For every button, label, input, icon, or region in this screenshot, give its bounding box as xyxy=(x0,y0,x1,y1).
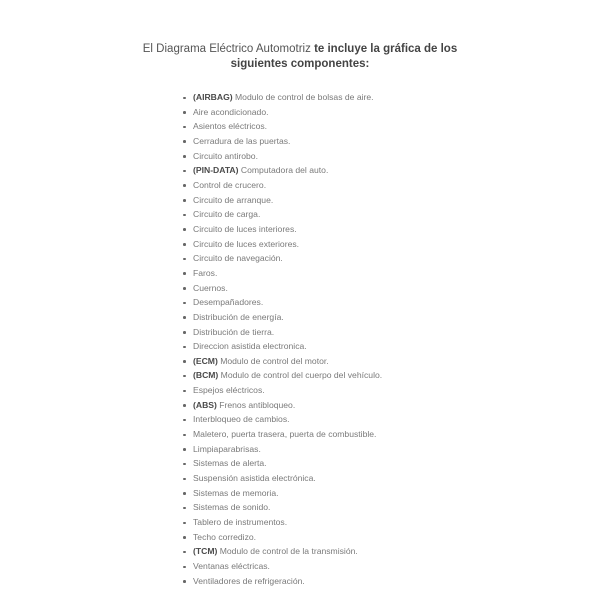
list-item xyxy=(183,325,382,340)
item-text: Cuernos. xyxy=(193,282,228,293)
list-item xyxy=(183,295,382,310)
item-code: (AIRBAG) xyxy=(193,92,233,102)
heading-bold: te incluye la gráfica de los siguientes componentes: xyxy=(230,43,458,70)
list-item xyxy=(183,368,382,383)
list-item xyxy=(183,574,382,589)
item-text: Modulo de control del cuerpo del vehículo. xyxy=(218,370,383,381)
list-item xyxy=(183,354,382,369)
list-item xyxy=(183,281,382,296)
list-item xyxy=(183,149,382,164)
list-item xyxy=(183,515,382,530)
item-text: Limpiaparabrisas. xyxy=(193,443,261,454)
item-text: Tablero de instrumentos. xyxy=(193,517,288,528)
list-item xyxy=(183,427,382,442)
component-list xyxy=(183,90,382,588)
item-text: Circuito antirobo. xyxy=(193,150,258,161)
item-text: Sistemas de memoria. xyxy=(193,487,279,498)
item-text: Ventanas eléctricas. xyxy=(193,561,270,571)
item-text: Circuito de arranque. xyxy=(193,194,274,205)
list-item xyxy=(183,222,382,237)
list-item xyxy=(183,266,382,281)
item-text: Asientos eléctricos. xyxy=(193,121,268,132)
item-text: Circuito de carga. xyxy=(193,209,261,220)
list-item xyxy=(183,119,382,134)
item-text: Circuito de luces exteriores. xyxy=(193,238,300,249)
item-text: Maletero, puerta trasera, puerta de combustible. xyxy=(193,429,377,440)
list-item xyxy=(183,442,382,457)
list-item xyxy=(183,471,382,486)
item-text: Sistemas de alerta. xyxy=(193,458,267,469)
item-text: Faros. xyxy=(193,267,218,278)
item-text: Control de crucero. xyxy=(193,179,267,190)
list-item xyxy=(183,251,382,266)
item-code: (TCM) xyxy=(193,546,218,557)
list-item xyxy=(183,90,382,105)
list-item xyxy=(183,237,382,252)
item-text: Suspensión asistida electrónica. xyxy=(193,473,316,484)
item-text: Frenos antibloqueo. xyxy=(216,399,296,410)
item-text: Aire acondicionado. xyxy=(193,106,269,117)
item-text: Circuito de navegación. xyxy=(193,253,283,264)
item-code: (ECM) xyxy=(193,355,218,366)
list-item xyxy=(183,207,382,222)
item-text: Direccion asistida electronica. xyxy=(193,341,307,352)
list-item xyxy=(183,105,382,120)
item-text: Desempañadores. xyxy=(193,297,264,308)
list-item xyxy=(183,383,382,398)
list-item xyxy=(183,310,382,325)
list-item xyxy=(183,398,382,413)
item-text: Computadora del auto. xyxy=(238,165,329,176)
list-item xyxy=(183,412,382,427)
heading xyxy=(120,42,480,72)
list-item xyxy=(183,193,382,208)
list-item xyxy=(183,163,382,178)
item-code: (PIN-DATA) xyxy=(193,165,239,176)
item-text: Circuito de luces interiores. xyxy=(193,223,297,234)
item-text: Espejos eléctricos. xyxy=(193,385,265,396)
list-item xyxy=(183,544,382,559)
list-item xyxy=(183,178,382,193)
heading-normal: El Diagrama Eléctrico Automotriz xyxy=(142,43,315,55)
list-item xyxy=(183,456,382,471)
item-text: Distribución de energía. xyxy=(193,311,284,322)
item-code: (BCM) xyxy=(193,370,219,381)
item-text: Modulo de control del motor. xyxy=(217,355,329,366)
item-code: (ABS) xyxy=(193,399,217,410)
list-item xyxy=(183,559,382,574)
list-item xyxy=(183,530,382,545)
list-item xyxy=(183,486,382,501)
item-text: Techo corredizo. xyxy=(193,531,257,542)
list-item xyxy=(183,339,382,354)
item-text: Sistemas de sonido. xyxy=(193,502,271,513)
list-item xyxy=(183,134,382,149)
item-text: Cerradura de las puertas. xyxy=(193,135,291,146)
item-text: Distribución de tierra. xyxy=(193,326,275,337)
item-text: Modulo de control de la transmisión. xyxy=(217,546,358,557)
item-text: Interbloqueo de cambios. xyxy=(193,414,290,425)
item-text: Ventiladores de refrigeración. xyxy=(193,575,305,586)
item-text: Modulo de control de bolsas de aire. xyxy=(232,92,374,102)
list-item xyxy=(183,500,382,515)
